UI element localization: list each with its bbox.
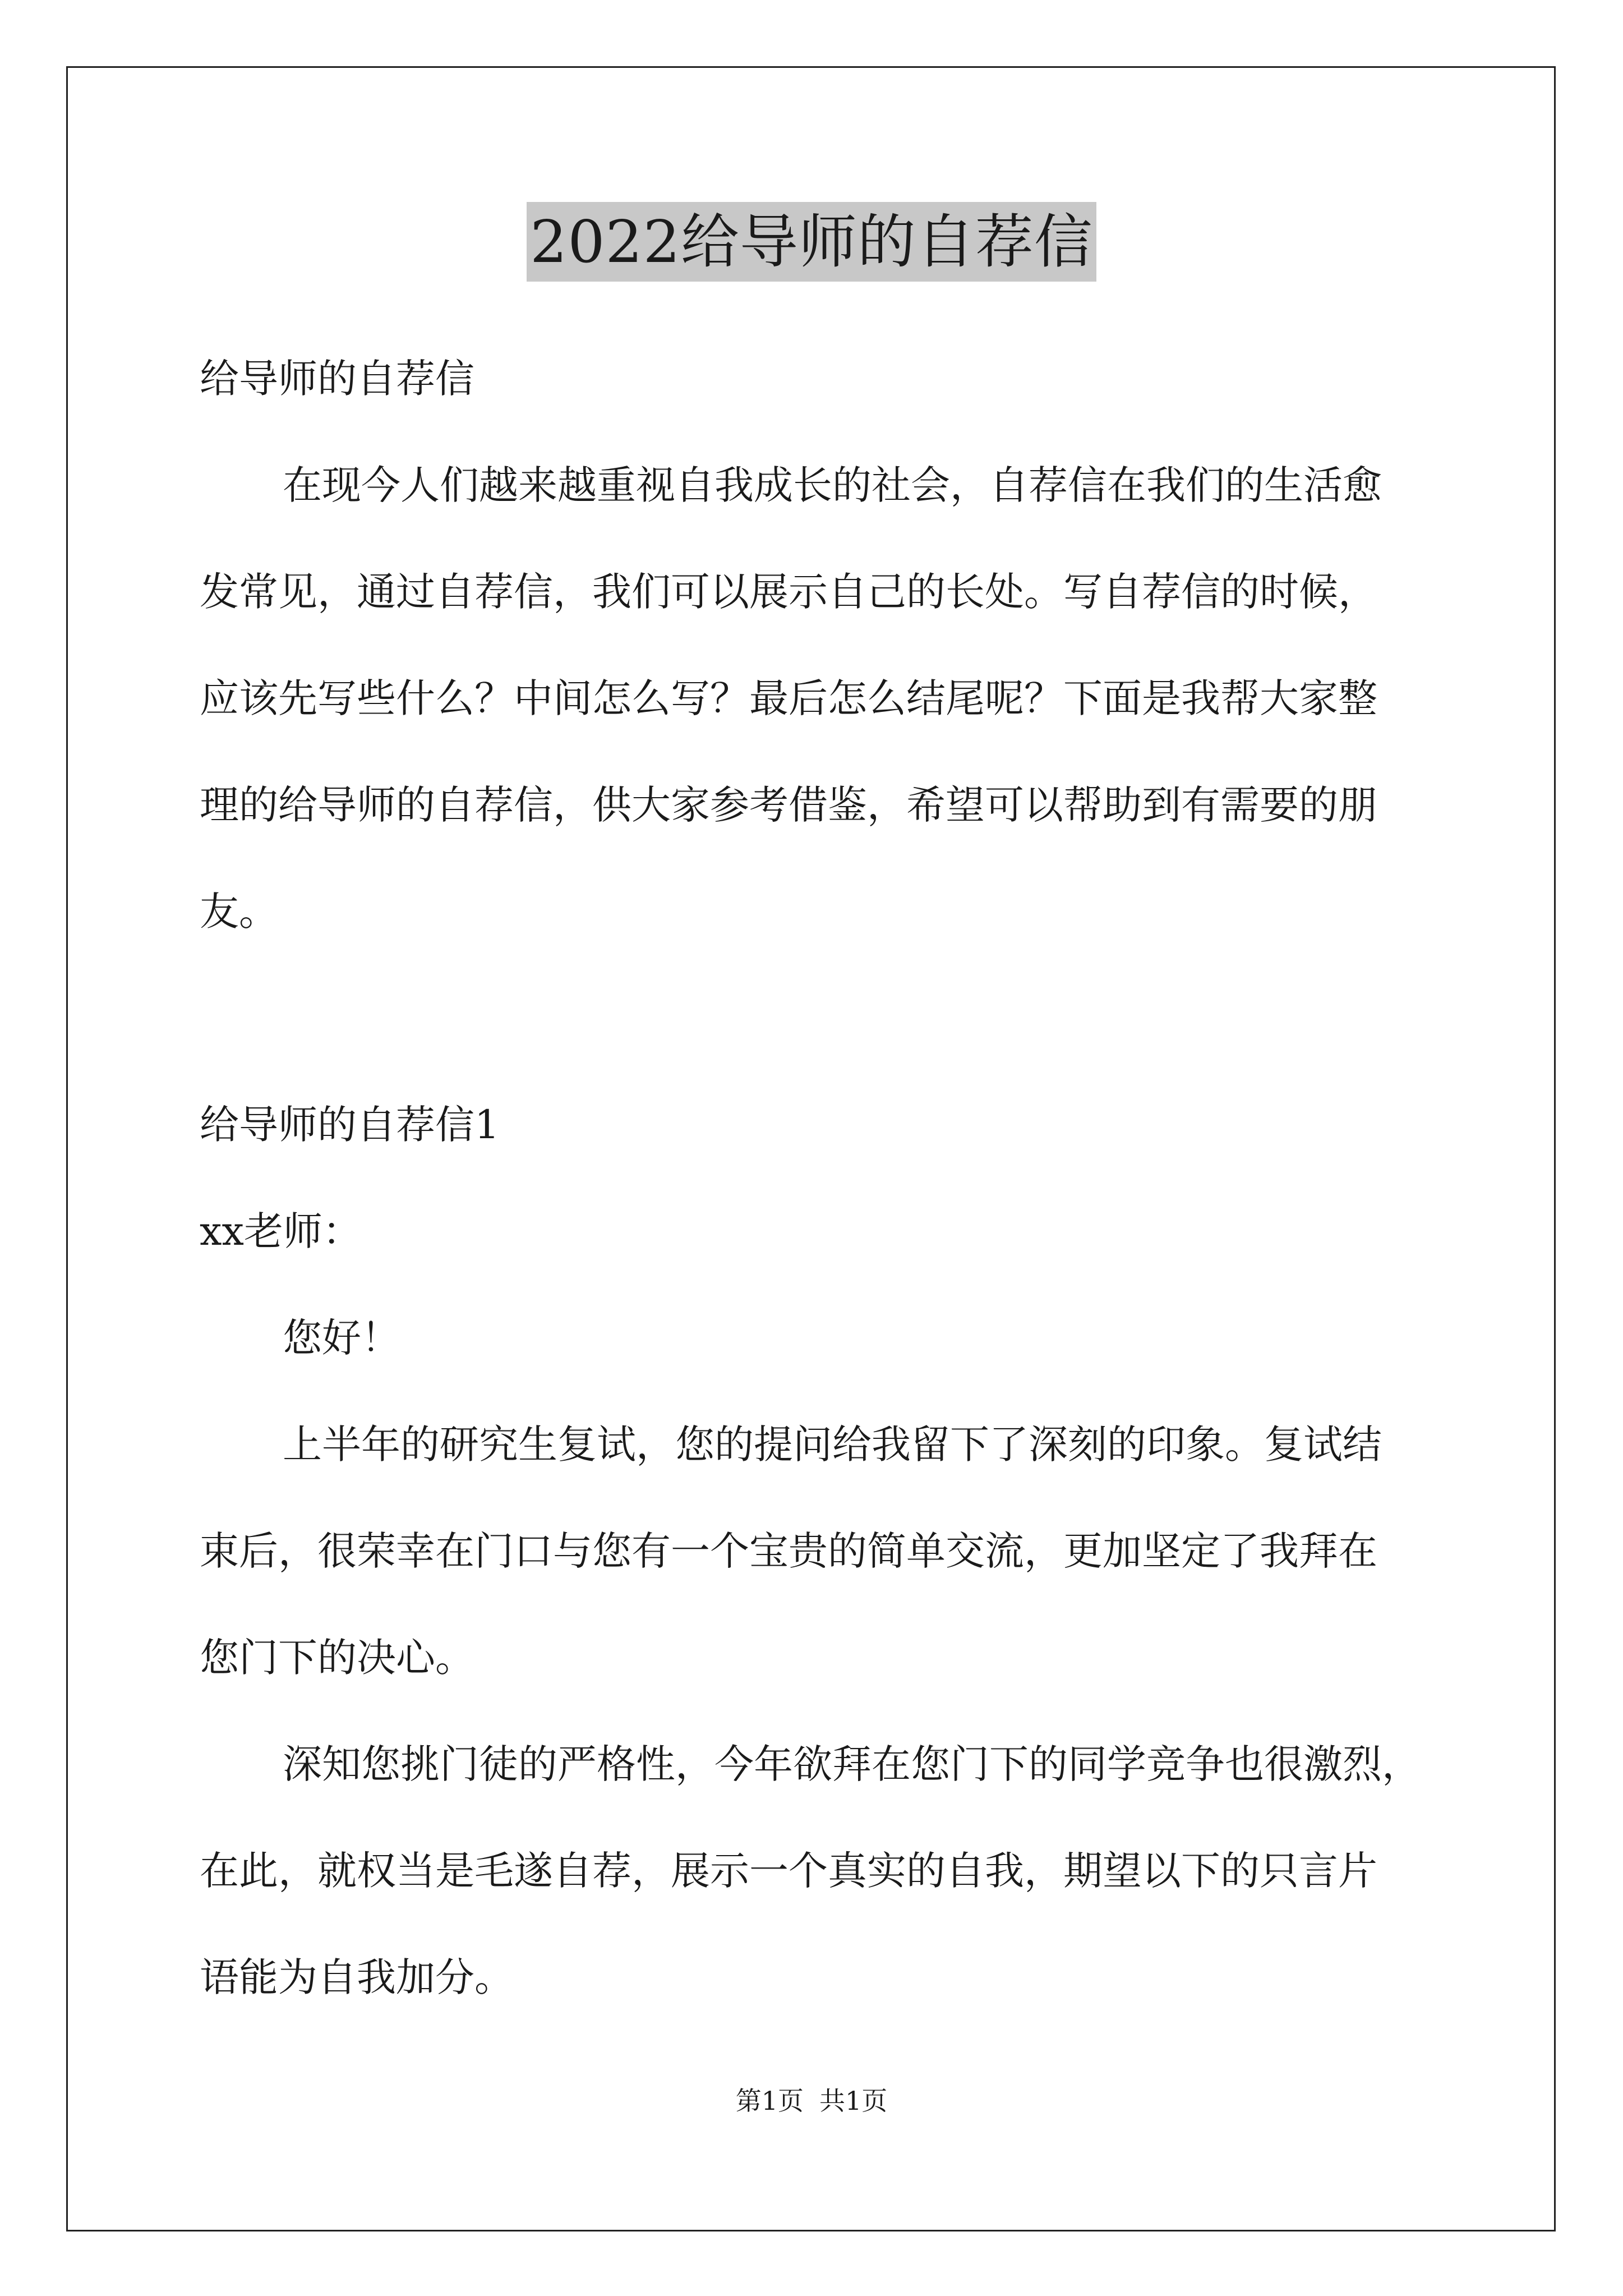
- paragraph-line: 理的给导师的自荐信，供大家参考借鉴，希望可以帮助到有需要的朋: [200, 782, 1377, 828]
- paragraph-line: 在此，就权当是毛遂自荐，展示一个真实的自我，期望以下的只言片: [200, 1848, 1377, 1894]
- paragraph-line: 语能为自我加分。: [200, 1954, 514, 2000]
- paragraph-line: 上半年的研究生复试，您的提问给我留下了深刻的印象。复试结: [283, 1421, 1382, 1467]
- page-number: 第1页: [735, 2086, 804, 2116]
- document-body: [200, 325, 1433, 2031]
- paragraph-line: 在现今人们越来越重视自我成长的社会，自荐信在我们的生活愈: [283, 462, 1382, 508]
- salutation: xx老师：: [200, 1208, 362, 1254]
- page-footer: [0, 2084, 1623, 2118]
- paragraph-line: 应该先写些什么？中间怎么写？最后怎么结尾呢？下面是我帮大家整: [200, 675, 1377, 721]
- page-total: 共1页: [819, 2086, 888, 2116]
- title-container: [0, 202, 1623, 282]
- paragraph-line: 深知您挑门徒的严格性，今年欲拜在您门下的同学竞争也很激烈，: [283, 1741, 1421, 1787]
- paragraph-line: 友。: [200, 889, 278, 935]
- intro-heading: 给导师的自荐信: [200, 356, 474, 402]
- document-title: 2022给导师的自荐信: [527, 202, 1096, 282]
- paragraph-line: 您门下的决心。: [200, 1635, 474, 1681]
- blank-line: [200, 965, 1433, 1071]
- greeting: 您好！: [283, 1315, 400, 1361]
- section-heading: 给导师的自荐信1: [200, 1102, 500, 1148]
- paragraph-line: 发常见，通过自荐信，我们可以展示自己的长处。写自荐信的时候，: [200, 569, 1377, 615]
- paragraph-line: 束后，很荣幸在门口与您有一个宝贵的简单交流，更加坚定了我拜在: [200, 1528, 1377, 1574]
